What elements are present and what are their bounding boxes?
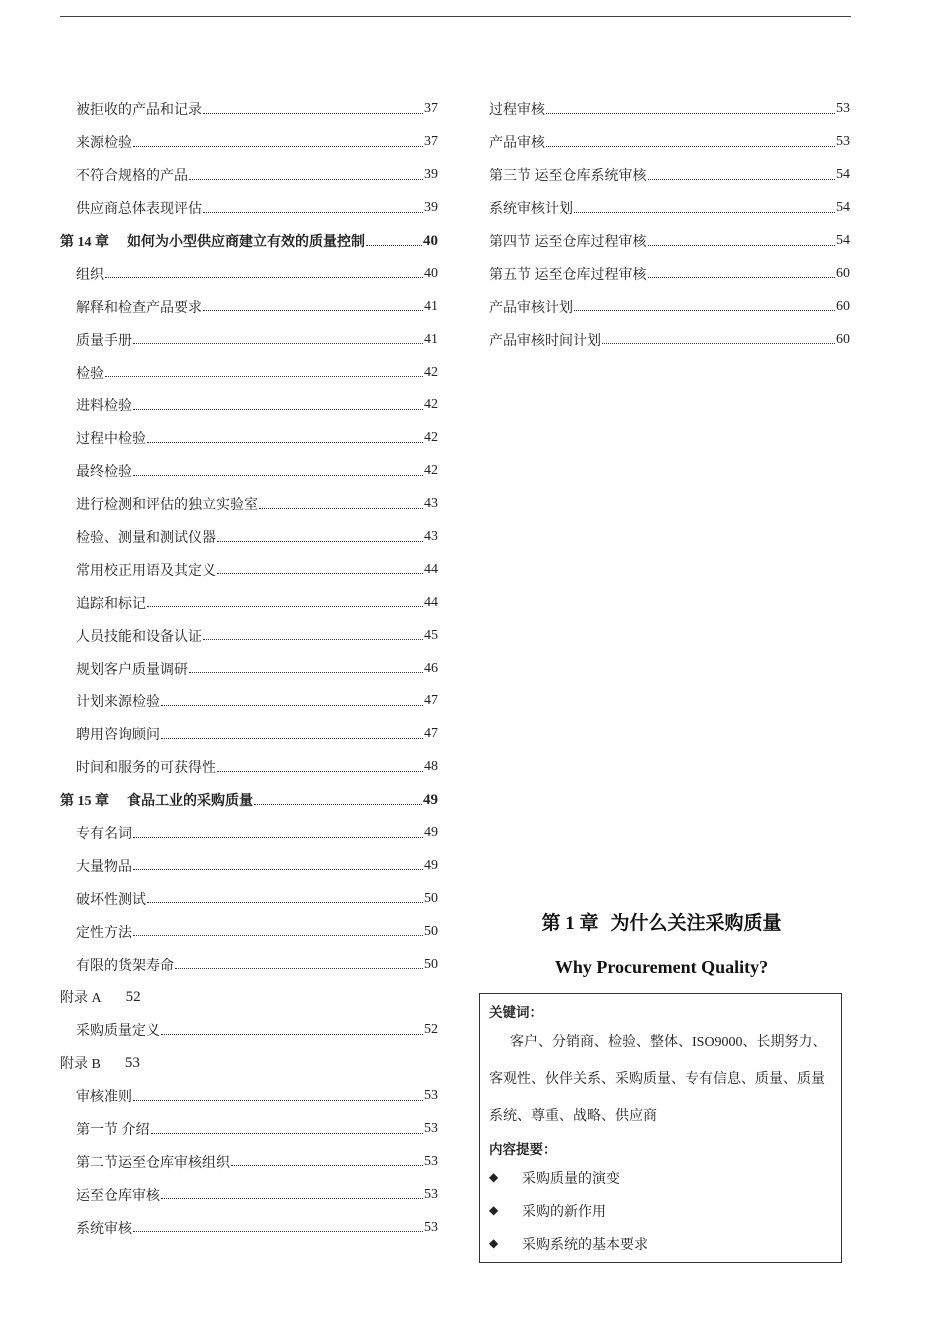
- toc-leader-dots: [254, 804, 422, 805]
- toc-entry-label: 被拒收的产品和记录: [76, 103, 202, 119]
- toc-entry-label: 采购质量定义: [76, 1024, 160, 1040]
- toc-leader-dots: [161, 1034, 423, 1035]
- diamond-bullet-icon: ◆: [489, 1203, 499, 1217]
- toc-entry[interactable]: [60, 93, 438, 126]
- toc-page-number: 42: [424, 430, 438, 446]
- toc-leader-dots: [161, 1198, 423, 1199]
- toc-entry-label: 第四节 运至仓库过程审核: [489, 235, 647, 250]
- toc-entry-label: 破坏性测试: [76, 892, 146, 908]
- toc-entry[interactable]: [60, 1211, 438, 1244]
- toc-leader-dots: [133, 869, 423, 870]
- toc-page-number: 52: [424, 1022, 438, 1038]
- toc-page-number: 52: [125, 988, 141, 1005]
- toc-leader-dots: [147, 606, 423, 607]
- toc-entry[interactable]: [60, 619, 438, 652]
- toc-entry[interactable]: [60, 1178, 438, 1211]
- diamond-bullet-icon: ◆: [489, 1236, 499, 1250]
- toc-entry-label: 来源检验: [76, 136, 132, 152]
- toc-entry[interactable]: [489, 159, 850, 192]
- chapter-number: 第 1 章: [541, 913, 599, 934]
- toc-page-number: 47: [424, 726, 438, 742]
- toc-entry[interactable]: [60, 126, 438, 159]
- toc-entry-label: 追踪和标记: [76, 596, 146, 612]
- toc-leader-dots: [546, 113, 835, 114]
- toc-chapter-number: 第 15 章: [60, 794, 109, 810]
- toc-leader-dots: [189, 672, 423, 673]
- toc-leader-dots: [574, 310, 835, 311]
- toc-leader-dots: [133, 935, 423, 936]
- toc-leader-dots: [147, 442, 423, 443]
- summary-point-text: 采购系统的基本要求: [522, 1237, 648, 1253]
- toc-leader-dots: [203, 639, 423, 640]
- toc-leader-dots: [105, 277, 423, 278]
- toc-entry[interactable]: [60, 586, 438, 619]
- toc-leader-dots: [147, 902, 423, 903]
- toc-page-number: 45: [424, 627, 438, 643]
- toc-entry-label: 过程中检验: [76, 432, 146, 448]
- toc-entry[interactable]: [489, 323, 850, 356]
- toc-page-number: 60: [836, 331, 850, 347]
- toc-entry-label: 系统审核计划: [489, 202, 573, 218]
- toc-leader-dots: [203, 212, 423, 213]
- toc-entry[interactable]: [60, 1080, 438, 1113]
- summary-point: [489, 1161, 833, 1194]
- toc-leader-dots: [648, 245, 836, 246]
- toc-entry-label: 系统审核: [76, 1221, 132, 1237]
- toc-appendix-entry[interactable]: [60, 981, 438, 1014]
- toc-page-number: 42: [424, 397, 438, 413]
- toc-list-left: [60, 93, 438, 1244]
- toc-leader-dots: [231, 1165, 423, 1166]
- toc-page-number: 53: [836, 134, 850, 150]
- toc-leader-dots: [648, 277, 836, 278]
- toc-entry-label: 专有名词: [76, 827, 132, 843]
- toc-chapter-number: 第 14 章: [60, 235, 109, 250]
- toc-page-number: 44: [424, 594, 438, 610]
- toc-entry-label: 规划客户质量调研: [76, 662, 188, 678]
- toc-left-column: [60, 93, 438, 1244]
- chapter-subtitle: Why Procurement Quality?: [554, 957, 769, 977]
- toc-entry-label: 不符合规格的产品: [76, 169, 188, 185]
- toc-entry[interactable]: [60, 882, 438, 915]
- toc-chapter-label: [60, 790, 253, 810]
- toc-entry-label: 审核准则: [76, 1090, 132, 1106]
- toc-leader-dots: [105, 376, 423, 377]
- toc-leader-dots: [133, 409, 423, 410]
- toc-entry-label: 有限的货架寿命: [76, 958, 174, 974]
- toc-entry-label: 进料检验: [76, 399, 132, 415]
- toc-page-number: 60: [836, 265, 850, 281]
- toc-entry-label: 解释和检查产品要求: [76, 300, 202, 316]
- toc-leader-dots: [217, 541, 423, 542]
- toc-entry-label: 第五节 运至仓库过程审核: [489, 267, 647, 283]
- summary-points: [489, 1161, 833, 1260]
- toc-entry-label: 时间和服务的可获得性: [76, 761, 216, 777]
- toc-page-number: 50: [424, 923, 438, 939]
- toc-page-number: 53: [836, 101, 850, 117]
- toc-leader-dots: [217, 771, 423, 772]
- toc-page-number: 60: [836, 298, 850, 314]
- toc-entry[interactable]: [60, 488, 438, 521]
- header-rule: [60, 16, 851, 17]
- toc-entry-label: 组织: [76, 267, 104, 283]
- toc-entry[interactable]: [60, 915, 438, 948]
- toc-page-number: 41: [424, 331, 438, 347]
- toc-list-right: [489, 93, 850, 356]
- toc-page-number: 39: [424, 167, 438, 183]
- toc-leader-dots: [602, 343, 835, 344]
- toc-page-number: 49: [423, 791, 438, 808]
- toc-entry-label: 产品审核: [489, 136, 545, 152]
- toc-entry-label: 产品审核时间计划: [489, 333, 601, 349]
- toc-page-number: 53: [424, 1088, 438, 1104]
- toc-leader-dots: [133, 146, 423, 147]
- toc-leader-dots: [189, 179, 423, 180]
- toc-leader-dots: [546, 146, 835, 147]
- toc-entry[interactable]: [489, 192, 850, 225]
- toc-entry[interactable]: [60, 751, 438, 784]
- toc-entry[interactable]: [60, 553, 438, 586]
- toc-leader-dots: [151, 1133, 424, 1134]
- toc-page-number: 54: [836, 200, 850, 216]
- toc-entry[interactable]: [60, 192, 438, 225]
- toc-leader-dots: [217, 573, 423, 574]
- toc-page-number: 46: [424, 660, 438, 676]
- toc-page-number: 54: [836, 167, 850, 183]
- toc-page-number: 54: [836, 233, 850, 248]
- toc-entry-label: 供应商总体表现评估: [76, 202, 202, 218]
- toc-entry[interactable]: [60, 521, 438, 554]
- toc-entry-label: 计划来源检验: [76, 695, 160, 711]
- toc-entry[interactable]: [60, 455, 438, 488]
- toc-leader-dots: [133, 837, 423, 838]
- toc-page-number: 53: [424, 1153, 438, 1169]
- summary-point-text: 采购的新作用: [522, 1204, 606, 1220]
- summary-point-text: 采购质量的演变: [522, 1171, 620, 1187]
- toc-entry-label: 第三节 运至仓库系统审核: [489, 169, 647, 185]
- toc-page-number: 53: [124, 1054, 140, 1071]
- toc-appendix-label: 附录 B: [60, 1057, 101, 1073]
- toc-entry[interactable]: [60, 422, 438, 455]
- toc-leader-dots: [161, 705, 423, 706]
- summary-point: [489, 1194, 833, 1227]
- toc-page-number: 40: [424, 265, 438, 281]
- toc-page-number: 40: [423, 232, 438, 249]
- toc-entry[interactable]: [60, 849, 438, 882]
- toc-entry[interactable]: [60, 718, 438, 751]
- toc-entry[interactable]: [60, 1113, 438, 1146]
- diamond-bullet-icon: ◆: [489, 1170, 499, 1184]
- toc-page-number: 53: [424, 1219, 438, 1235]
- toc-entry[interactable]: [60, 389, 438, 422]
- toc-entry[interactable]: [60, 257, 438, 290]
- toc-leader-dots: [175, 968, 423, 969]
- toc-chapter-entry[interactable]: [60, 784, 438, 817]
- toc-entry-label: 运至仓库审核: [76, 1188, 160, 1204]
- summary-point: [489, 1227, 833, 1260]
- toc-leader-dots: [133, 1100, 423, 1101]
- toc-page-number: 41: [424, 298, 438, 314]
- toc-page-number: 44: [424, 561, 438, 577]
- toc-entry[interactable]: [60, 1146, 438, 1179]
- toc-entry[interactable]: [60, 817, 438, 850]
- toc-appendix-entry[interactable]: [60, 1047, 438, 1080]
- chapter-heading: [479, 908, 844, 935]
- toc-entry-label: 进行检测和评估的独立实验室: [76, 498, 258, 514]
- toc-entry[interactable]: [60, 159, 438, 192]
- toc-page-number: 37: [424, 101, 438, 117]
- keywords-text: 客户、分销商、检验、整体、ISO9000、长期努力、客观性、伙伴关系、采购质量、专有信息、质量、质量系统、尊重、战略、供应商: [489, 1035, 827, 1124]
- toc-entry-label: 检验、测量和测试仪器: [76, 531, 216, 547]
- toc-entry-label: 人员技能和设备认证: [76, 629, 202, 645]
- toc-page-number: 50: [424, 956, 438, 972]
- toc-leader-dots: [161, 738, 423, 739]
- toc-page-number: 42: [424, 463, 438, 479]
- toc-entry[interactable]: [489, 126, 850, 159]
- toc-entry[interactable]: [60, 1014, 438, 1047]
- toc-leader-dots: [574, 212, 835, 213]
- toc-chapter-entry[interactable]: [60, 225, 438, 258]
- toc-entry[interactable]: [489, 290, 850, 323]
- toc-leader-dots: [648, 179, 836, 180]
- toc-entry-label: 最终检验: [76, 465, 132, 481]
- toc-entry-label: 过程审核: [489, 103, 545, 119]
- toc-entry[interactable]: [60, 652, 438, 685]
- toc-chapter-title: 食品工业的采购质量: [127, 794, 253, 810]
- toc-page-number: 39: [424, 200, 438, 216]
- toc-entry-label: 第二节运至仓库审核组织: [76, 1155, 230, 1171]
- toc-entry-label: 第一节 介绍: [76, 1123, 150, 1139]
- toc-leader-dots: [133, 343, 423, 344]
- toc-entry[interactable]: [60, 290, 438, 323]
- toc-entry[interactable]: [60, 685, 438, 718]
- toc-entry-label: 常用校正用语及其定义: [76, 563, 216, 579]
- toc-appendix-label: 附录 A: [60, 991, 102, 1007]
- toc-entry-label: 检验: [76, 366, 104, 382]
- toc-page-number: 53: [424, 1121, 438, 1137]
- toc-entry-label: 大量物品: [76, 859, 132, 875]
- toc-entry-label: 定性方法: [76, 925, 132, 941]
- toc-page-number: 43: [424, 529, 438, 545]
- toc-entry-label: 聘用咨询顾问: [76, 728, 160, 744]
- keywords-label: 关键词：: [489, 1005, 543, 1020]
- toc-page-number: 53: [424, 1186, 438, 1202]
- chapter-summary-box: [479, 993, 842, 1263]
- toc-chapter-title: 如何为小型供应商建立有效的质量控制: [127, 235, 365, 250]
- toc-leader-dots: [259, 508, 423, 509]
- summary-label: 内容提要：: [489, 1142, 557, 1157]
- toc-entry[interactable]: [489, 225, 850, 258]
- toc-leader-dots: [203, 310, 423, 311]
- toc-entry[interactable]: [60, 948, 438, 981]
- toc-right-column: [489, 93, 850, 356]
- toc-page-number: 49: [424, 825, 438, 841]
- toc-chapter-label: [60, 231, 365, 251]
- toc-page-number: 48: [424, 759, 438, 775]
- toc-page-number: 50: [424, 890, 438, 906]
- toc-entry[interactable]: [489, 257, 850, 290]
- toc-entry[interactable]: [489, 93, 850, 126]
- toc-entry-label: 质量手册: [76, 333, 132, 349]
- toc-leader-dots: [203, 113, 423, 114]
- toc-leader-dots: [366, 245, 422, 246]
- chapter-title: 为什么关注采购质量: [610, 913, 782, 934]
- toc-leader-dots: [133, 1231, 423, 1232]
- toc-entry-label: 产品审核计划: [489, 300, 573, 316]
- toc-page-number: 47: [424, 693, 438, 709]
- toc-entry[interactable]: [60, 356, 438, 389]
- toc-page-number: 49: [424, 857, 438, 873]
- toc-leader-dots: [133, 475, 423, 476]
- toc-page-number: 37: [424, 134, 438, 150]
- toc-entry[interactable]: [60, 323, 438, 356]
- toc-page-number: 43: [424, 496, 438, 512]
- toc-page-number: 42: [424, 364, 438, 380]
